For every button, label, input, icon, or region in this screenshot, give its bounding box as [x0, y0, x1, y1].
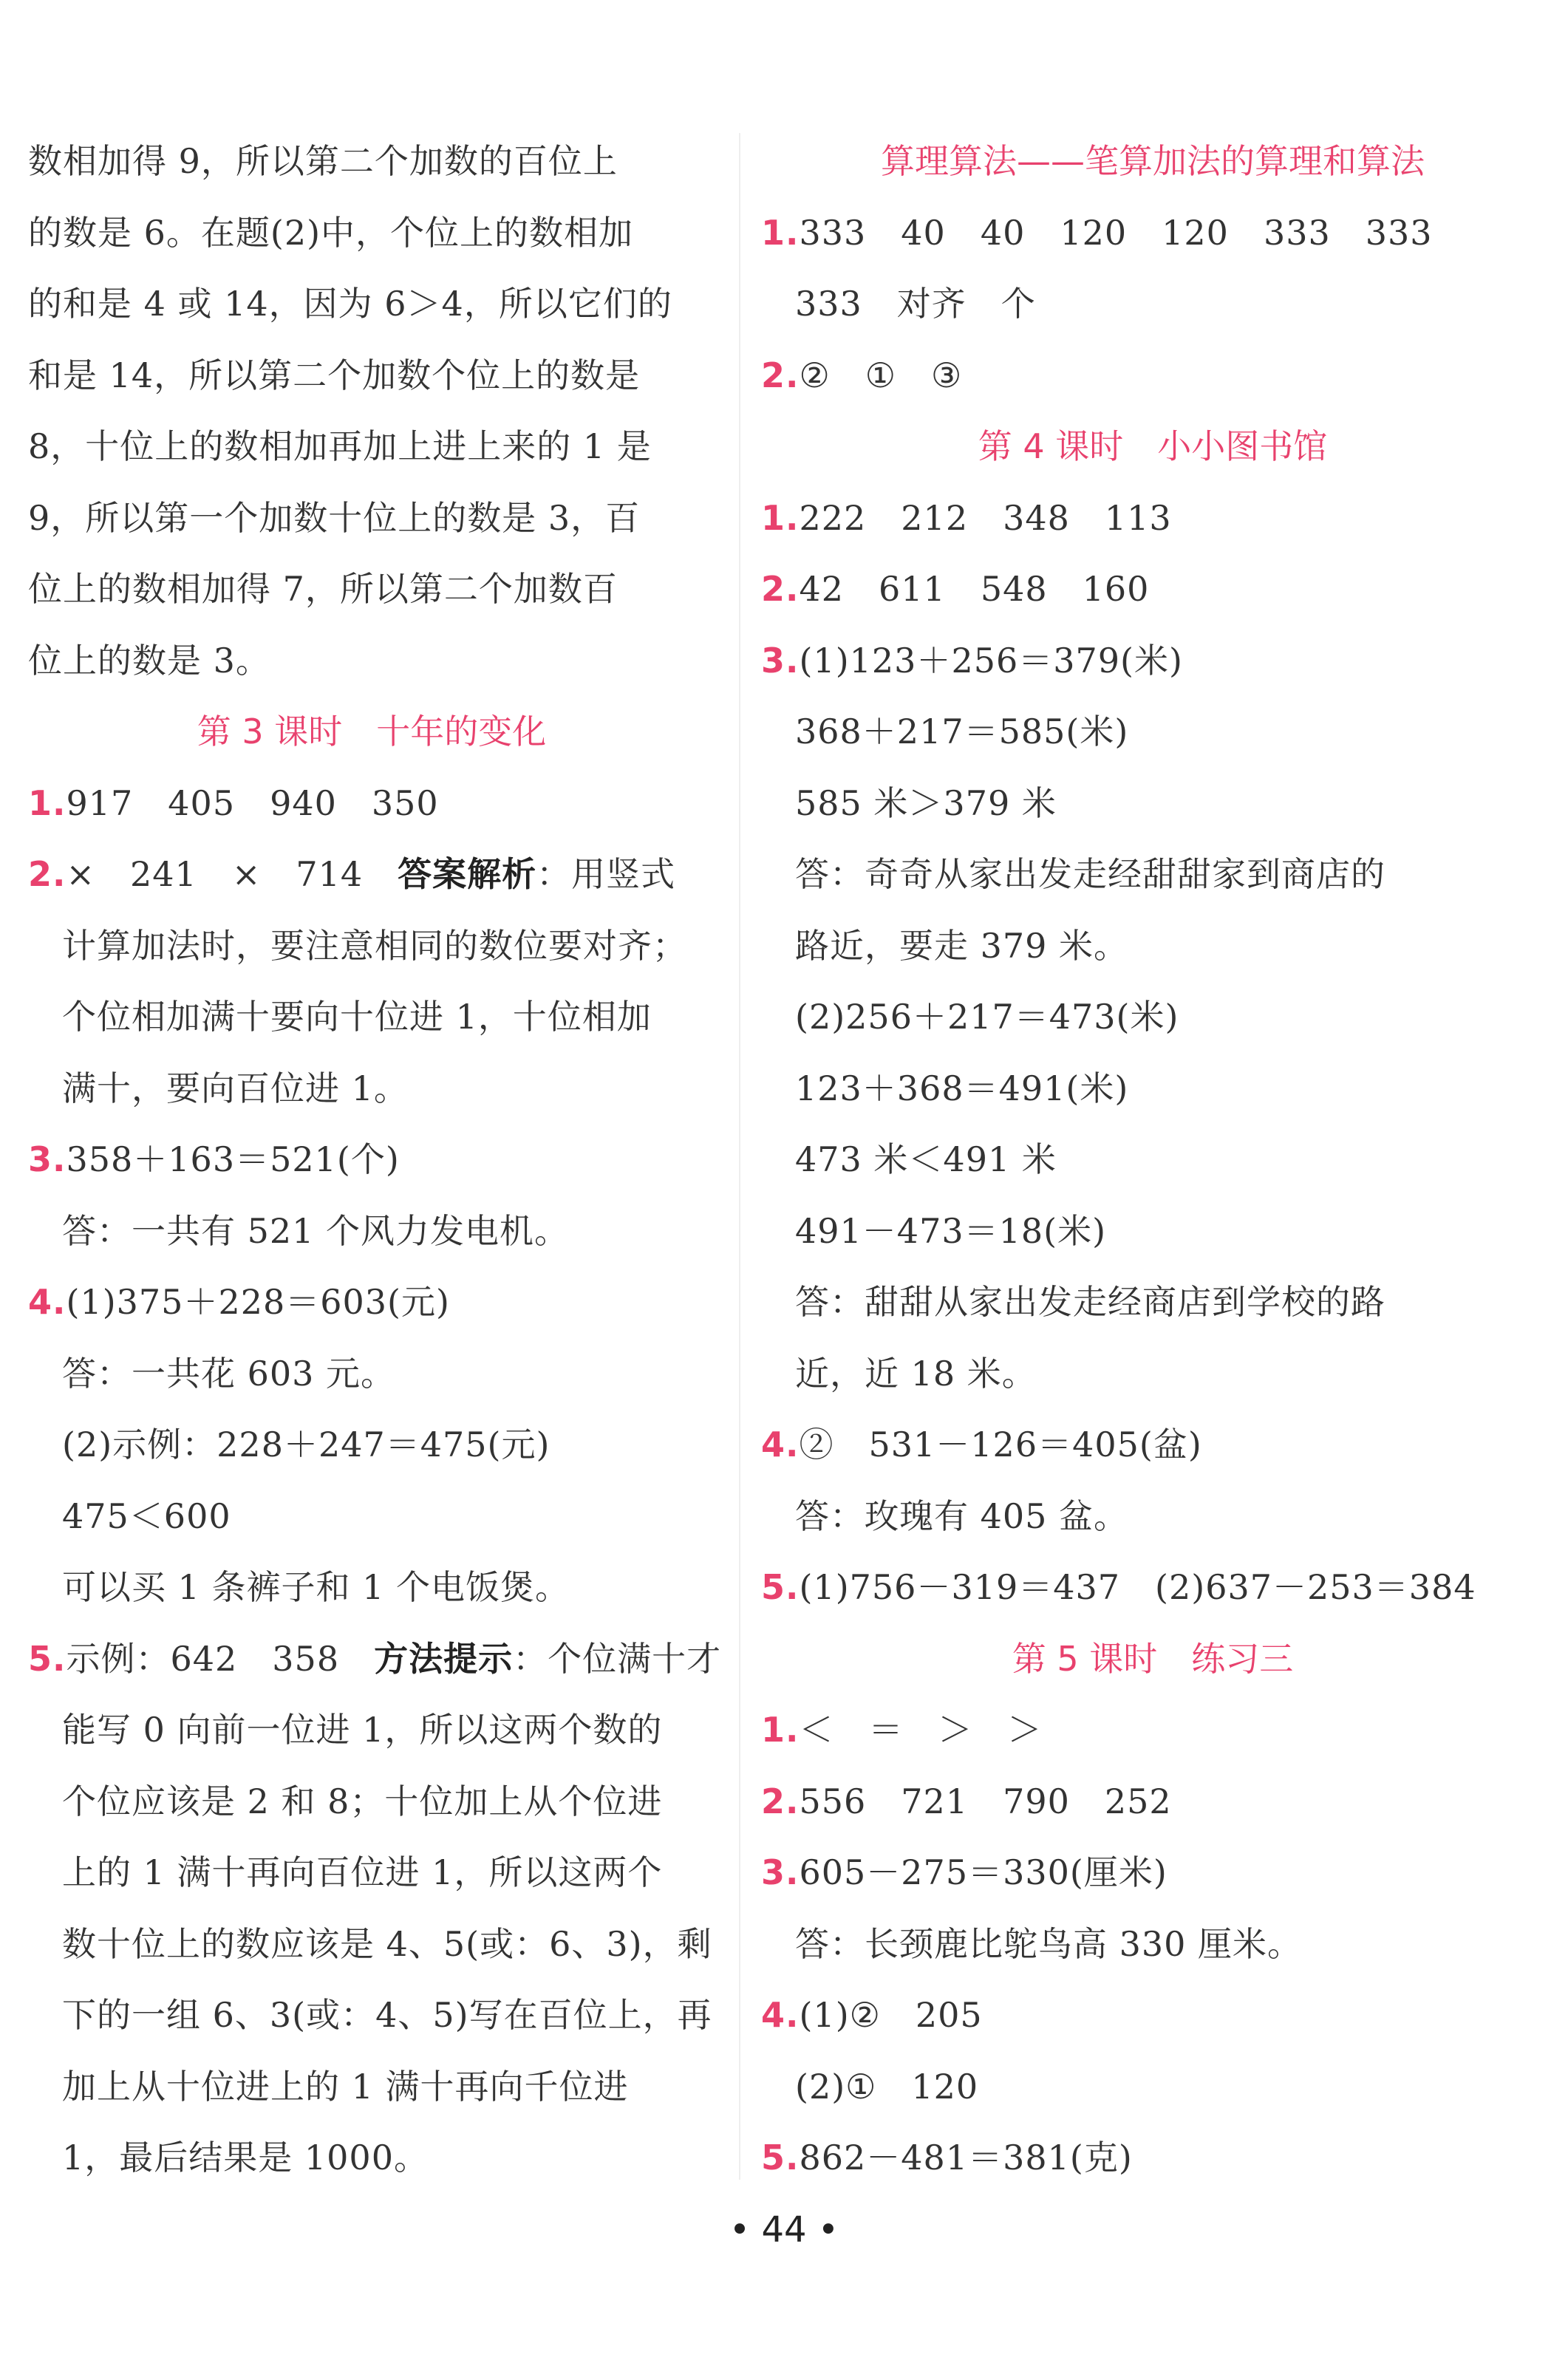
- text-line: 个位应该是 2 和 8；十位加上从个位进: [62, 1781, 663, 1821]
- text-line: 的数是 6。在题(2)中，个位上的数相加: [28, 212, 634, 253]
- text-line: 答：奇奇从家出发走经甜甜家到商店的: [795, 854, 1385, 894]
- answer-text: × 241 × 714: [66, 854, 398, 894]
- text-line: 答：一共有 521 个风力发电机。: [62, 1210, 570, 1251]
- question-5: [28, 1623, 722, 1695]
- question-3: [761, 1837, 1544, 1909]
- text-line: 能写 0 向前一位进 1，所以这两个数的: [62, 1710, 663, 1750]
- answer-text: 605－275＝330(厘米): [799, 1852, 1168, 1892]
- text-line: 近，近 18 米。: [795, 1353, 1037, 1394]
- text-line: 路近，要走 379 米。: [795, 925, 1129, 966]
- question-2: [761, 553, 1544, 625]
- answer-text: 917 405 940 350: [66, 782, 439, 823]
- hint-label: 方法提示: [374, 1638, 514, 1679]
- question-1: [28, 768, 715, 839]
- text-line: 1，最后结果是 1000。: [62, 2138, 429, 2177]
- text-line: 123＋368＝491(米): [795, 1068, 1129, 1108]
- text-line: 满十，要向百位进 1。: [62, 1068, 409, 1108]
- text-line: 8，十位上的数相加再加上进上来的 1 是: [28, 426, 652, 466]
- text-line: 下的一组 6、3(或：4、5)写在百位上，再: [62, 1995, 712, 2035]
- text-line: 答：玫瑰有 405 盆。: [795, 1496, 1129, 1536]
- text-line: 473 米＜491 米: [795, 1139, 1057, 1179]
- text-line: 位上的数相加得 7，所以第二个加数百: [28, 569, 618, 609]
- text-line: 可以买 1 条裤子和 1 个电饭煲。: [62, 1567, 570, 1607]
- answer-text: ② ① ③: [799, 355, 963, 395]
- text-line: 333 对齐 个: [795, 284, 1036, 324]
- left-column: [28, 126, 722, 2194]
- text-line: 9，所以第一个加数十位上的数是 3，百: [28, 497, 641, 538]
- question-4: [28, 1266, 715, 1338]
- question-2: [761, 1766, 1544, 1838]
- question-1: [761, 197, 1544, 269]
- text-line: 答：长颈鹿比鸵鸟高 330 厘米。: [795, 1923, 1303, 1964]
- lesson3-heading: 第 3 课时 十年的变化: [197, 712, 547, 751]
- question-number: 2.: [761, 1781, 800, 1821]
- text-line: 答：甜甜从家出发走经商店到学校的路: [795, 1282, 1385, 1322]
- answer-text: (1)② 205: [799, 1995, 983, 2035]
- text-line: 数相加得 9，所以第二个加数的百位上: [28, 141, 618, 181]
- question-number: 1.: [761, 1710, 800, 1750]
- right-column: [761, 126, 1544, 2194]
- text-line: 个位相加满十要向十位进 1，十位相加: [62, 997, 652, 1037]
- analysis-label: 答案解析: [398, 854, 537, 894]
- answer-text: (1)123＋256＝379(米): [799, 640, 1183, 681]
- question-number: 4.: [761, 1425, 800, 1464]
- question-5: [761, 2122, 1544, 2194]
- question-2: [761, 340, 1544, 412]
- question-number: 1.: [761, 497, 800, 538]
- question-3: [761, 625, 1544, 697]
- question-2: [28, 839, 715, 910]
- question-number: 5.: [761, 2138, 800, 2177]
- question-number: 3.: [761, 1852, 800, 1892]
- question-number: 1.: [28, 782, 67, 823]
- question-number: 2.: [761, 569, 800, 609]
- question-number: 5.: [761, 1567, 800, 1607]
- text-line: 585 米＞379 米: [795, 782, 1057, 823]
- question-number: 4.: [28, 1282, 67, 1322]
- text-line: 答：一共花 603 元。: [62, 1353, 396, 1394]
- text-line: 加上从十位进上的 1 满十再向千位进: [62, 2066, 629, 2107]
- answer-text: 333 40 40 120 120 333 333: [799, 212, 1433, 253]
- question-number: 2.: [761, 355, 800, 395]
- text-line: 位上的数是 3。: [28, 640, 270, 681]
- text-line: (2)256＋217＝473(米): [795, 997, 1179, 1037]
- lesson5-heading: 第 5 课时 练习三: [1012, 1638, 1294, 1679]
- question-number: 3.: [28, 1139, 67, 1179]
- question-1: [761, 482, 1544, 554]
- text-line: (2)示例：228＋247＝475(元): [62, 1425, 550, 1464]
- text-line: 的和是 4 或 14，因为 6＞4，所以它们的: [28, 284, 672, 324]
- answer-text: 862－481＝381(克): [799, 2138, 1133, 2177]
- question-4: [761, 1979, 1544, 2051]
- page-number: • 44 •: [729, 2209, 839, 2251]
- question-4: [761, 1409, 1544, 1481]
- text-line: 数十位上的数应该是 4、5(或：6、3)，剩: [62, 1923, 712, 1964]
- question-number: 3.: [761, 640, 800, 681]
- question-number: 5.: [28, 1638, 67, 1679]
- answer-text: (1)756－319＝437 (2)637－253＝384: [799, 1567, 1476, 1607]
- text-line: 上的 1 满十再向百位进 1，所以这两个: [62, 1852, 663, 1892]
- question-1: [761, 1694, 1544, 1766]
- answer-text: ② 531－126＝405(盆): [799, 1425, 1202, 1464]
- text-line: 和是 14，所以第二个加数个位上的数是: [28, 355, 641, 395]
- text-line: 491－473＝18(米): [795, 1210, 1107, 1251]
- answer-text: ：个位满十才: [513, 1638, 722, 1679]
- question-number: 2.: [28, 854, 67, 894]
- text-line: 475＜600: [62, 1496, 231, 1536]
- suanli-heading: 算理算法——笔算加法的算理和算法: [881, 141, 1425, 181]
- answer-text: (1)375＋228＝603(元): [66, 1282, 450, 1322]
- answer-text: ：用竖式: [536, 854, 676, 894]
- lesson4-heading: 第 4 课时 小小图书馆: [978, 426, 1328, 466]
- text-line: 368＋217＝585(米): [795, 712, 1129, 751]
- question-number: 4.: [761, 1995, 800, 2035]
- question-number: 1.: [761, 212, 800, 253]
- answer-text: ＜ ＝ ＞ ＞: [799, 1710, 1043, 1750]
- answer-text: 222 212 348 113: [799, 497, 1172, 538]
- answer-text: 示例：642 358: [66, 1638, 375, 1679]
- answer-text: 556 721 790 252: [799, 1781, 1172, 1821]
- text-line: (2)① 120: [795, 2066, 979, 2107]
- question-3: [28, 1124, 715, 1196]
- answer-text: 358＋163＝521(个): [66, 1139, 400, 1179]
- text-line: 计算加法时，要注意相同的数位要对齐；: [62, 925, 687, 966]
- column-divider: [739, 133, 740, 2180]
- answer-text: 42 611 548 160: [799, 569, 1150, 609]
- question-5: [761, 1552, 1544, 1623]
